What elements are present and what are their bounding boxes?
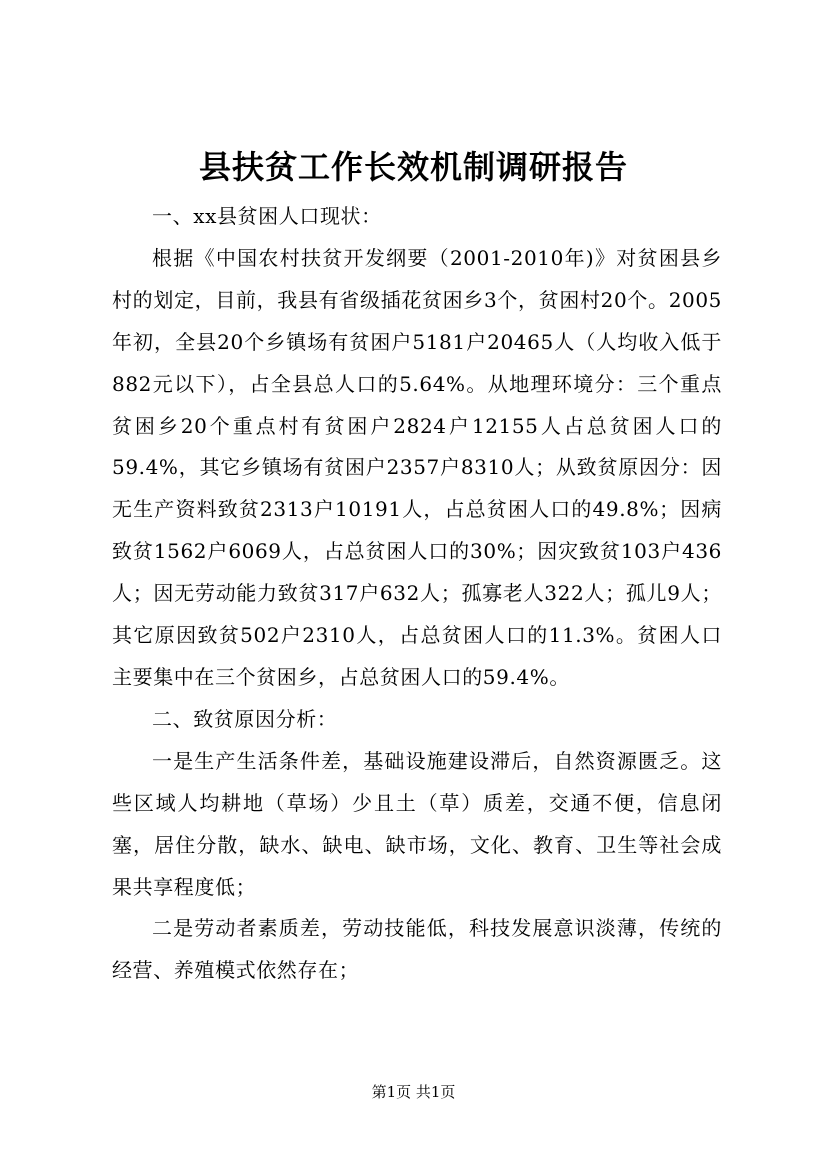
paragraph-cause-2: 二是劳动者素质差，劳动技能低，科技发展意识淡薄，传统的经营、养殖模式依然存在； [112,916,722,983]
paragraph-poverty-status: 根据《中国农村扶贫开发纲要（2001-2010年)》对贫困县乡村的划定，目前，我县有省级插花贫困乡3个，贫困村20个。2005年初，全县20个乡镇场有贫困户5181户20465人（人均收入低于882元以下），占全县总人口的5.64%。从地理环境分：三个重点贫困乡20个重点村有贫困户2824户12155人占总贫困人口的59.4%，其它乡镇场有贫困户2357户8310人；从致贫原因分：因无生产资料致贫2313户10191人，占总贫困人口的49.8%；因病致贫1562户6069人，占总贫困人口的30%；因灾致贫103户436人；因无劳动能力致贫317户632人；孤寡老人322人；孤儿9人；其它原因致贫502户2310人，占总贫困人口的11.3%。贫困人口主要集中在三个贫困乡，占总贫困人口的59.4%。 [112,245,722,689]
document-body [112,196,722,992]
section-heading-2: 二、致贫原因分析： [152,706,338,731]
paragraph-cause-1: 一是生产生活条件差，基础设施建设滞后，自然资源匮乏。这些区域人均耕地（草场）少且土（草）质差，交通不便，信息闭塞，居住分散，缺水、缺电、缺市场，文化、教育、卫生等社会成果共享程度低； [112,748,722,899]
section-heading-1: 一、xx县贫困人口现状： [152,204,382,228]
page-number: 第1页 共1页 [371,1083,456,1101]
document-title: 县扶贫工作长效机制调研报告 [198,148,628,186]
